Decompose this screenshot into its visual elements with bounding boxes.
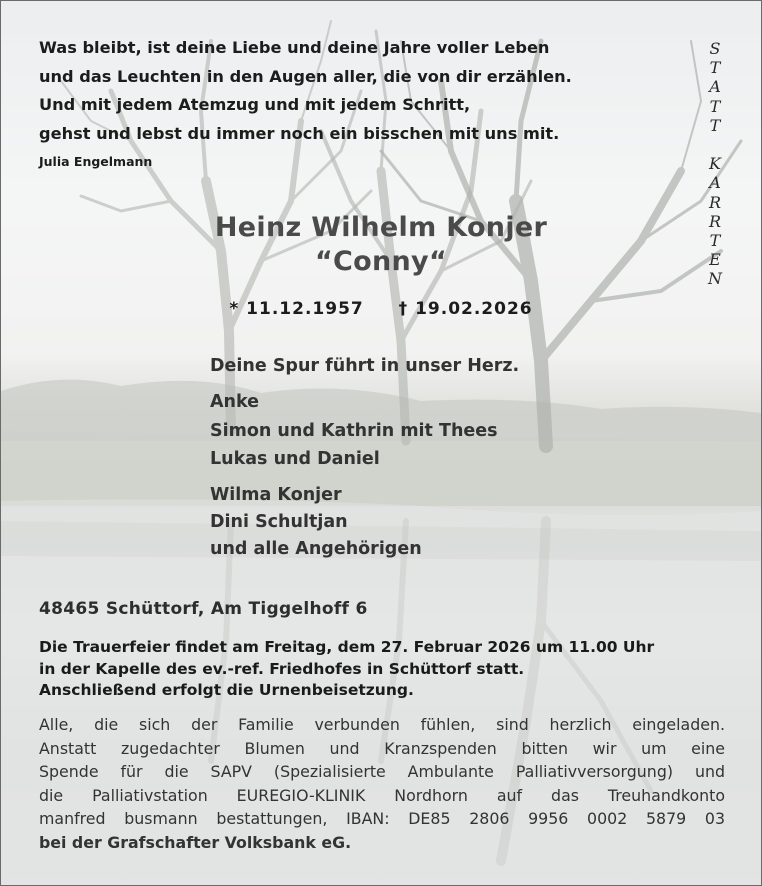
vertical-letter: R [708,192,722,212]
vertical-letter: A [709,77,721,97]
mourner-line: Anke [210,392,260,412]
vertical-letter: R [708,211,722,231]
vertical-letter [705,135,725,154]
vertical-letter: K [709,154,721,174]
poem [39,34,572,148]
life-dates [181,299,581,319]
death-date: † 19.02.2026 [398,299,533,319]
invitation-line: Spende für die SAPV (Spezialisierte Ambulante Palliativversorgung) und [39,762,725,781]
invitation-line: manfred busmann bestattungen, IBAN: DE85 2806 9956 0002 5879 03 [39,809,725,828]
vertical-letter: T [709,58,721,78]
mourner-line: Dini Schultjan [210,512,348,532]
vertical-letter: T [709,115,721,135]
invitation-donation-text [39,713,725,854]
mourner-line: Wilma Konjer [210,485,342,505]
funeral-line: Anschließend erfolgt die Urnenbeisetzung. [39,681,414,699]
funeral-line: in der Kapelle des ev.-ref. Friedhofes in Schüttorf statt. [39,659,525,678]
vertical-letter: E [709,250,721,270]
mourner-motto: Deine Spur führt in unser Herz. [210,356,520,376]
mourner-line: Simon und Kathrin mit Thees [210,420,498,441]
deceased-nickname: “Conny“ [315,246,447,277]
vertical-letter: A [709,173,721,193]
deceased-name: Heinz Wilhelm Konjer [214,212,548,243]
vertical-letter: T [709,231,721,251]
funeral-line: Die Trauerfeier findet am Freitag, dem 27. Februar 2026 um 11.00 Uhr [39,638,655,656]
poem-line: gehst und lebst du immer noch ein bisschen mit uns mit. [39,123,560,143]
invitation-line: Alle, die sich der Familie verbunden fühlen, sind herzlich eingeladen. [39,715,725,734]
vertical-letter: N [708,269,722,289]
mourner-line: Lukas und Daniel [210,449,380,469]
birth-date: * 11.12.1957 [229,299,364,319]
poem-line: und das Leuchten in den Augen aller, die von dir erzählen. [39,66,572,86]
vertical-letter: T [709,96,721,116]
poem-line: Was bleibt, ist deine Liebe und deine Jahre voller Leben [39,38,550,57]
statt-karten-vertical [705,39,725,289]
deceased-name-block [181,211,581,279]
family-address: 48465 Schüttorf, Am Tiggelhoff 6 [39,599,368,619]
poem-author: Julia Engelmann [39,154,153,169]
poem-line: Und mit jedem Atemzug und mit jedem Schritt, [39,95,471,114]
vertical-letter: S [709,39,721,58]
mourners-group-2 [210,482,422,563]
mourner-line: und alle Angehörigen [210,539,422,559]
invitation-line: die Palliativstation EUREGIO-KLINIK Nordhorn auf das Treuhandkonto [39,785,725,805]
funeral-details [39,637,654,702]
mourners-group-1 [210,388,498,474]
invitation-line: Anstatt zugedachter Blumen und Kranzspenden bitten wir um eine [39,738,725,758]
invitation-line: bei der Grafschafter Volksbank eG. [39,832,352,852]
